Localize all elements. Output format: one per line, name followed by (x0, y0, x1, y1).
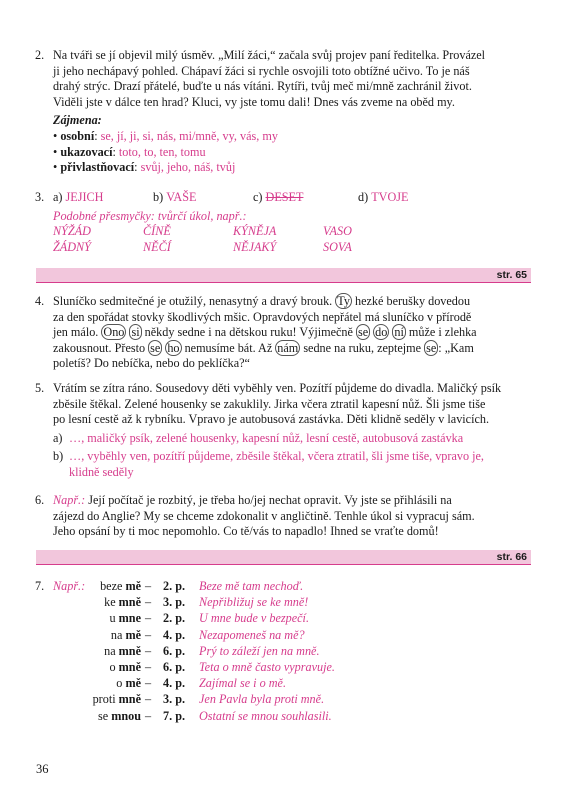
dash: – (145, 643, 152, 658)
preposition-phrase (89, 691, 145, 707)
example-sentence: Ostatní se mnou souhlasili. (199, 708, 332, 723)
circled-pronoun: se (426, 340, 437, 355)
exercise-3 (35, 190, 531, 255)
circled-pronoun: do (375, 325, 388, 340)
page-reference-band (36, 268, 531, 283)
exercise-4-line (53, 341, 531, 357)
preposition: beze (100, 579, 123, 593)
text: sedne na ruku, zeptejme (303, 340, 422, 355)
exercise-2-line: Na tváři se jí objevil milý úsměv. „Milí žáci,“ začala svůj projev paní ředitelka. Provázel (53, 48, 486, 62)
text: zakousnout. Přesto (53, 340, 146, 355)
option-letter: a) (53, 190, 63, 204)
answer-label: a) (53, 430, 63, 445)
example-sentence: U mne bude v bezpečí. (199, 611, 309, 626)
preposition-row (89, 643, 519, 659)
example-sentence: Prý to záleží jen na mně. (199, 643, 320, 658)
example-sentence: Nepřibližuj se ke mně! (199, 595, 309, 610)
pronoun-row: • osobní: se, jí, ji, si, nás, mi/mně, vy, vás, my (53, 128, 278, 143)
option-letter: c) (253, 190, 263, 204)
exercise-6-line (53, 493, 531, 509)
pronoun-form: mě (125, 676, 141, 691)
grammatical-case: 3. p. (163, 692, 186, 707)
pronoun-form: mně (118, 595, 141, 610)
circled-pronoun: ho (167, 340, 180, 355)
exercise-4-line (53, 294, 531, 310)
exercise-number: 3. (35, 190, 45, 204)
exercise-2-line: ji jeho nechápavý pohled. Chápaví žáci si rychle osvojili toto obtížné učivo. To je náš (53, 63, 470, 78)
exercise-2-line: Viděli jste v dálce ten hrad? Kluci, vy jste tomu dali! Dnes vás zveme na oběd my. (53, 94, 455, 109)
exercise-4-line: za den spořádat stovky škodlivých mšic. Opravdových nepřátel má sluníčko v přírodě (53, 309, 472, 324)
example-lead: Např.: (53, 579, 86, 593)
dash: – (145, 627, 152, 642)
preposition: ke (104, 595, 116, 610)
anagram-word: ČÍNĚ (143, 224, 171, 239)
page-number: 36 (36, 762, 49, 776)
exercise-2 (35, 48, 531, 176)
exercise-5-line: zběsile štěkal. Zelené housenky se zakuklily. Jirka včera ztratil kapesní nůž. Šli jsme tiše (53, 396, 486, 411)
text: Sluníčko sedmitečné je otužilý, nenasytný a dravý brouk. (53, 294, 333, 308)
page-reference-label: str. 65 (496, 269, 527, 281)
preposition: o (116, 676, 123, 691)
option-value-crossed: DESET (265, 190, 304, 204)
exercise-4-line (53, 325, 531, 341)
pronoun-form: mně (118, 692, 141, 707)
circled-pronoun: Ono (103, 325, 125, 340)
preposition-phrase (89, 675, 145, 691)
example-sentence: Zajímal se i o mě. (199, 676, 287, 691)
pronoun-value: svůj, jeho, náš, tvůj (140, 160, 236, 175)
preposition-phrase (89, 610, 145, 626)
exercise-number: 2. (35, 48, 45, 62)
pronoun-form: mě (125, 579, 141, 593)
exercise-2-line: drahý strýc. Drazí přátelé, buďte u nás vítáni. Rytíři, tvůj meč mi/mně zachránil život. (53, 79, 472, 94)
answer-label: b) (53, 449, 64, 464)
pronoun-form: mně (118, 643, 141, 658)
grammatical-case: 3. p. (163, 595, 186, 610)
preposition-row (89, 594, 519, 610)
dash: – (145, 708, 152, 723)
grammatical-case: 2. p. (163, 611, 186, 626)
pronoun-form: mně (118, 660, 141, 675)
preposition-row (89, 691, 519, 707)
circled-pronoun: si (131, 325, 140, 340)
pronoun-value: toto, to, ten, tomu (118, 144, 206, 159)
preposition-row (89, 659, 519, 675)
exercise-number: 7. (35, 579, 45, 593)
preposition-row (89, 610, 519, 626)
answer-a (53, 431, 531, 447)
preposition-row (89, 675, 519, 691)
pronoun-label: ukazovací (60, 144, 113, 159)
option-value: TVOJE (371, 190, 409, 204)
answer-text: …, maličký psík, zelené housenky, kapesní nůž, lesní cestě, autobusová zastávka (69, 430, 464, 445)
preposition-row (89, 627, 519, 643)
text: : „Kam (438, 340, 474, 355)
text: hezké berušky dovedou (355, 294, 471, 308)
grammatical-case: 4. p. (163, 627, 186, 642)
pronoun-form: mě (125, 627, 141, 642)
example-lead: Např.: (53, 493, 86, 507)
anagram-word: SOVA (323, 239, 352, 254)
preposition: na (104, 643, 116, 658)
answer-text: klidně seděly (69, 464, 134, 479)
pronoun-value: se, jí, ji, si, nás, mi/mně, vy, vás, my (100, 128, 278, 143)
exercise-6-line: Jeho opsání by ti moc nepomohlo. Co tě/vás to napadlo! Ihned se vraťte domů! (53, 524, 439, 539)
grammatical-case: 7. p. (163, 708, 186, 723)
text: někdy sedne i na dětskou ruku! Výjimečně (144, 325, 353, 340)
circled-pronoun: nám (277, 340, 299, 355)
text: Její počítač je rozbitý, je třeba ho/jej nechat opravit. Vy jste se přihlásili na (88, 493, 452, 507)
pronoun-label: přivlastňovací (60, 160, 135, 175)
option-letter: d) (358, 190, 369, 204)
exercise-number: 5. (35, 381, 45, 395)
exercise-4 (35, 294, 531, 372)
dash: – (145, 676, 152, 691)
example-sentence: Beze mě tam nechoď. (199, 579, 304, 593)
answer-options (53, 190, 531, 206)
exercise-6 (35, 493, 531, 540)
exercise-number: 4. (35, 294, 45, 308)
circled-pronoun: Ty (337, 294, 350, 308)
text: jen málo. (53, 325, 99, 340)
option-letter: b) (153, 190, 164, 204)
preposition-phrase (89, 659, 145, 675)
dash: – (145, 579, 152, 593)
anagram-word: ŽÁDNÝ (53, 239, 91, 254)
pronoun-label: osobní (60, 128, 95, 143)
preposition-phrase (89, 708, 145, 724)
option-value: JEJICH (65, 190, 104, 204)
option-value: VAŠE (166, 190, 197, 204)
dash: – (145, 611, 152, 626)
preposition-phrase (89, 594, 145, 610)
answer-text: …, vyběhly ven, pozítří půjdeme, zběsile štěkal, včera ztratil, šli jsme tiše, vpravo je, (69, 449, 484, 464)
preposition: se (97, 708, 109, 723)
exercise-number: 6. (35, 493, 45, 507)
preposition-row (89, 708, 519, 724)
pronoun-list (53, 129, 531, 176)
anagram-word: NÝŽÁD (53, 224, 91, 239)
pronoun-row: • ukazovací: toto, to, ten, tomu (53, 144, 206, 159)
preposition-phrase (89, 578, 145, 594)
preposition-phrase (89, 643, 145, 659)
circled-pronoun: se (150, 340, 161, 355)
text: nemusíme bát. Až (184, 340, 273, 355)
anagram-word: NĚČÍ (143, 239, 171, 254)
grammatical-case: 4. p. (163, 676, 186, 691)
anagram-word: VASO (323, 224, 352, 239)
exercise-5-line: po lesní cestě až k rybníku. Vpravo je autobusová zastávka. Děti klidně seděly v lavicích. (53, 412, 490, 427)
pronoun-row: • přivlastňovací: svůj, jeho, náš, tvůj (53, 160, 236, 175)
text: může i zlehka (408, 325, 477, 340)
grammatical-case: 6. p. (163, 643, 186, 658)
exercise-4-line: poletíš? Do nebíčka, nebo do peklíčka?“ (53, 356, 250, 371)
anagram-grid (53, 224, 531, 255)
circled-pronoun: ní (394, 325, 404, 340)
dash: – (145, 660, 152, 675)
dash: – (145, 595, 152, 610)
zajmena-title: Zájmena: (53, 113, 102, 128)
answer-b (53, 449, 531, 480)
exercise-5-line: Vrátím se zítra ráno. Sousedovy děti vyběhly ven. Pozítří půjdeme do divadla. Maličký psík (53, 381, 502, 395)
pronoun-form: mne (118, 611, 141, 626)
page-reference-label: str. 66 (496, 551, 527, 563)
circled-pronoun: se (357, 325, 369, 340)
preposition-phrase (89, 627, 145, 643)
dash: – (145, 692, 152, 707)
preposition: u (109, 611, 116, 626)
exercise-5 (35, 381, 531, 481)
anagram-word: NĚJAKÝ (233, 239, 277, 254)
example-sentence: Jen Pavla byla proti mně. (199, 692, 325, 707)
grammatical-case: 2. p. (163, 579, 186, 593)
grammatical-case: 6. p. (163, 660, 186, 675)
preposition: na (110, 627, 123, 642)
exercise-6-line: zájezd do Anglie? My se chceme zdokonalit v angličtině. Tenhle úkol si vypracuj sám. (53, 508, 475, 523)
anagram-word: KÝNĚJA (233, 224, 277, 239)
preposition-table (89, 578, 519, 724)
preposition-row (89, 578, 519, 594)
example-sentence: Nezapomeneš na mě? (199, 627, 305, 642)
preposition: o (109, 660, 116, 675)
example-sentence: Teta o mně často vypravuje. (199, 660, 335, 675)
preposition: proti (92, 692, 116, 707)
anagram-note: Podobné přesmyčky: tvůrčí úkol, např.: (53, 208, 247, 223)
page-reference-band (36, 550, 531, 565)
pronoun-form: mnou (111, 708, 141, 723)
